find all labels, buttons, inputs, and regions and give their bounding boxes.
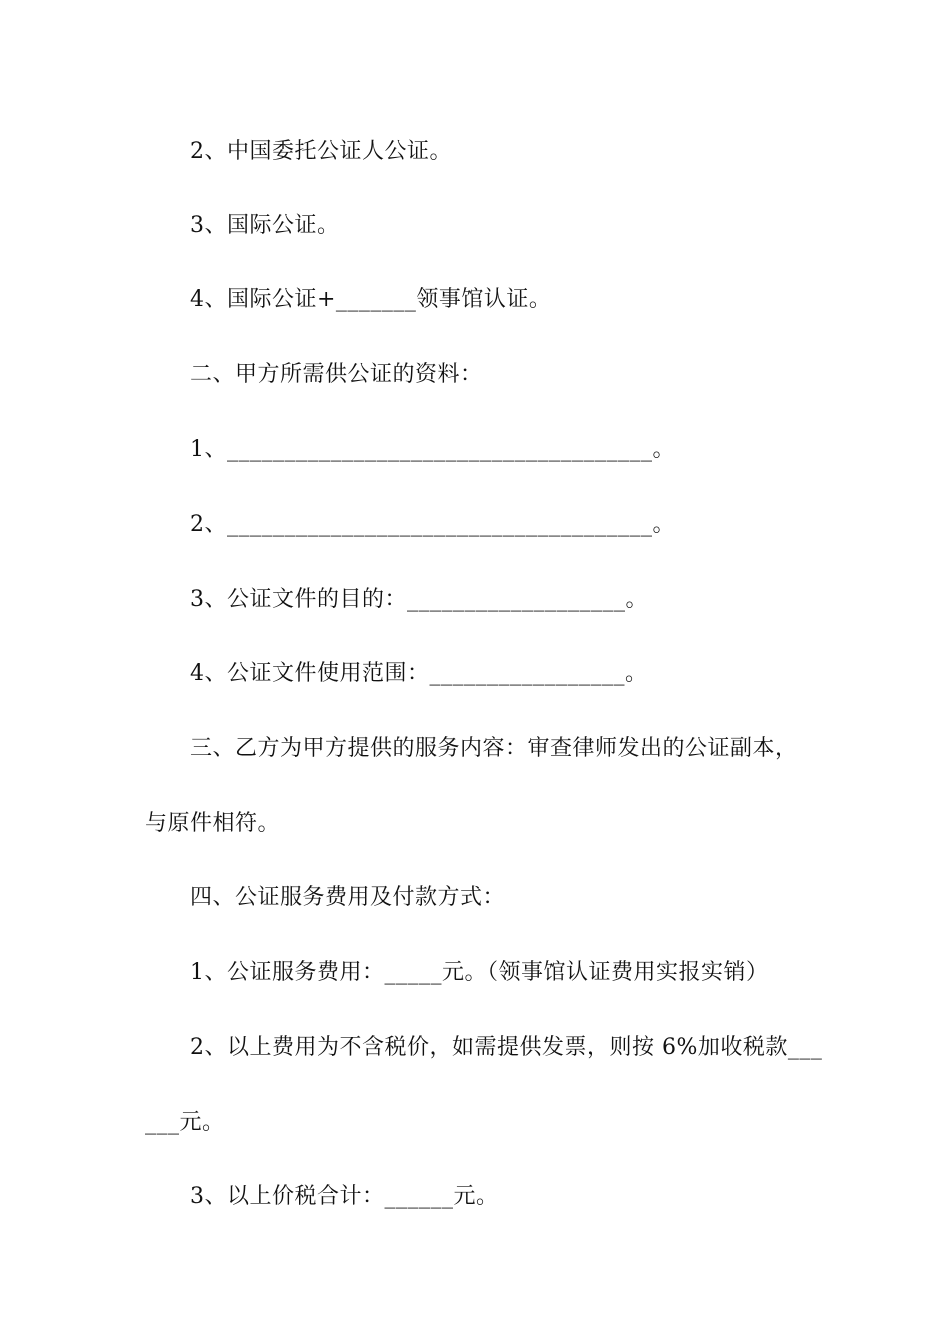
material-scope: 4、公证文件使用范围：_________________。	[190, 661, 648, 686]
notary-option-4: 4、国际公证+_______领事馆认证。	[190, 287, 552, 312]
material-item-1: 1、_____________________________________。	[190, 437, 675, 462]
section-3-continuation: 与原件相符。	[145, 811, 281, 836]
material-purpose: 3、公证文件的目的：___________________。	[190, 587, 648, 612]
section-4-heading: 四、公证服务费用及付款方式：	[190, 885, 506, 910]
fee-item-3: 3、以上价税合计：______元。	[190, 1184, 499, 1209]
notary-option-2: 2、中国委托公证人公证。	[190, 139, 452, 164]
fee-item-2-continuation: ___元。	[145, 1110, 225, 1135]
section-2-heading: 二、甲方所需供公证的资料：	[190, 362, 483, 387]
fee-item-2: 2、以上费用为不含税价，如需提供发票，则按 6%加收税款___	[190, 1035, 823, 1060]
material-item-2: 2、_____________________________________。	[190, 512, 675, 537]
notary-option-3: 3、国际公证。	[190, 213, 340, 238]
section-3-paragraph: 三、乙方为甲方提供的服务内容：审查律师发出的公证副本，	[190, 736, 798, 761]
fee-item-1: 1、公证服务费用：_____元。（领事馆认证费用实报实销）	[190, 960, 769, 985]
